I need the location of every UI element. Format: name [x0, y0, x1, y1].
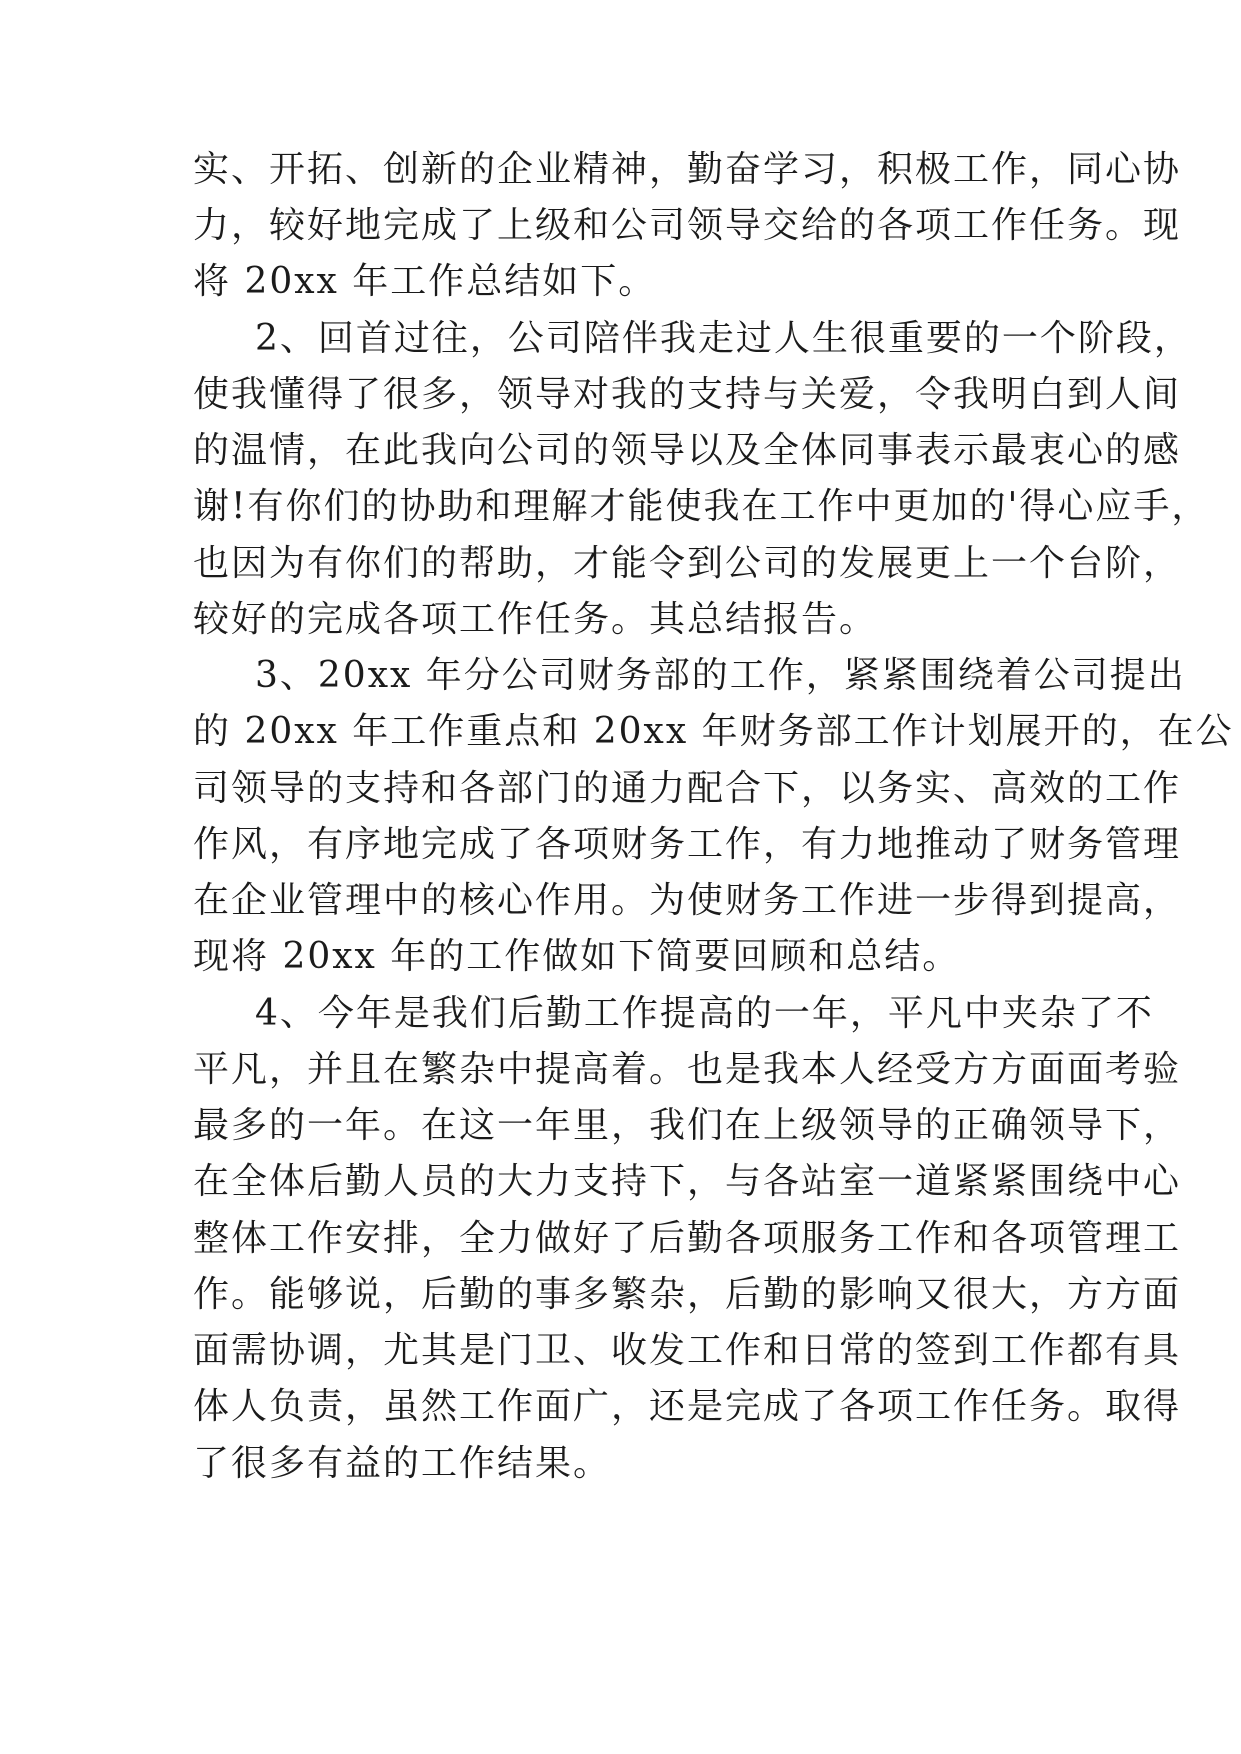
text-line: 谢!有你们的协助和理解才能使我在工作中更加的'得心应手， — [193, 486, 1210, 527]
text-line: 平凡，并且在繁杂中提高着。也是我本人经受方方面面考验 — [193, 1049, 1182, 1090]
text-line: 整体工作安排，全力做好了后勤各项服务工作和各项管理工 — [193, 1218, 1182, 1259]
text-line: 在企业管理中的核心作用。为使财务工作进一步得到提高， — [193, 880, 1182, 921]
text-line: 2、回首过往，公司陪伴我走过人生很重要的一个阶段， — [255, 318, 1192, 359]
text-line: 3、20xx 年分公司财务部的工作，紧紧围绕着公司提出 — [255, 655, 1186, 696]
text-line: 的温情，在此我向公司的领导以及全体同事表示最衷心的感 — [193, 430, 1182, 471]
text-line: 作。能够说，后勤的事多繁杂，后勤的影响又很大，方方面 — [193, 1274, 1182, 1315]
text-line: 4、今年是我们后勤工作提高的一年，平凡中夹杂了不 — [255, 993, 1154, 1034]
text-line: 了很多有益的工作结果。 — [193, 1443, 612, 1484]
text-line: 现将 20xx 年的工作做如下简要回顾和总结。 — [193, 936, 961, 977]
text-line: 力，较好地完成了上级和公司领导交给的各项工作任务。现 — [193, 205, 1182, 246]
text-line: 实、开拓、创新的企业精神，勤奋学习，积极工作，同心协 — [193, 149, 1182, 190]
text-line: 也因为有你们的帮助，才能令到公司的发展更上一个台阶， — [193, 543, 1182, 584]
text-line: 作风，有序地完成了各项财务工作，有力地推动了财务管理 — [193, 824, 1182, 865]
text-line: 的 20xx 年工作重点和 20xx 年财务部工作计划展开的，在公 — [193, 711, 1234, 752]
text-line: 体人负责，虽然工作面广，还是完成了各项工作任务。取得 — [193, 1386, 1182, 1427]
text-line: 面需协调，尤其是门卫、收发工作和日常的签到工作都有具 — [193, 1330, 1182, 1371]
text-line: 在全体后勤人员的大力支持下，与各站室一道紧紧围绕中心 — [193, 1161, 1182, 1202]
text-line: 司领导的支持和各部门的通力配合下，以务实、高效的工作 — [193, 768, 1182, 809]
text-line: 较好的完成各项工作任务。其总结报告。 — [193, 599, 878, 640]
text-line: 使我懂得了很多，领导对我的支持与关爱，令我明白到人间 — [193, 374, 1182, 415]
text-line: 最多的一年。在这一年里，我们在上级领导的正确领导下， — [193, 1105, 1182, 1146]
text-line: 将 20xx 年工作总结如下。 — [193, 261, 657, 302]
